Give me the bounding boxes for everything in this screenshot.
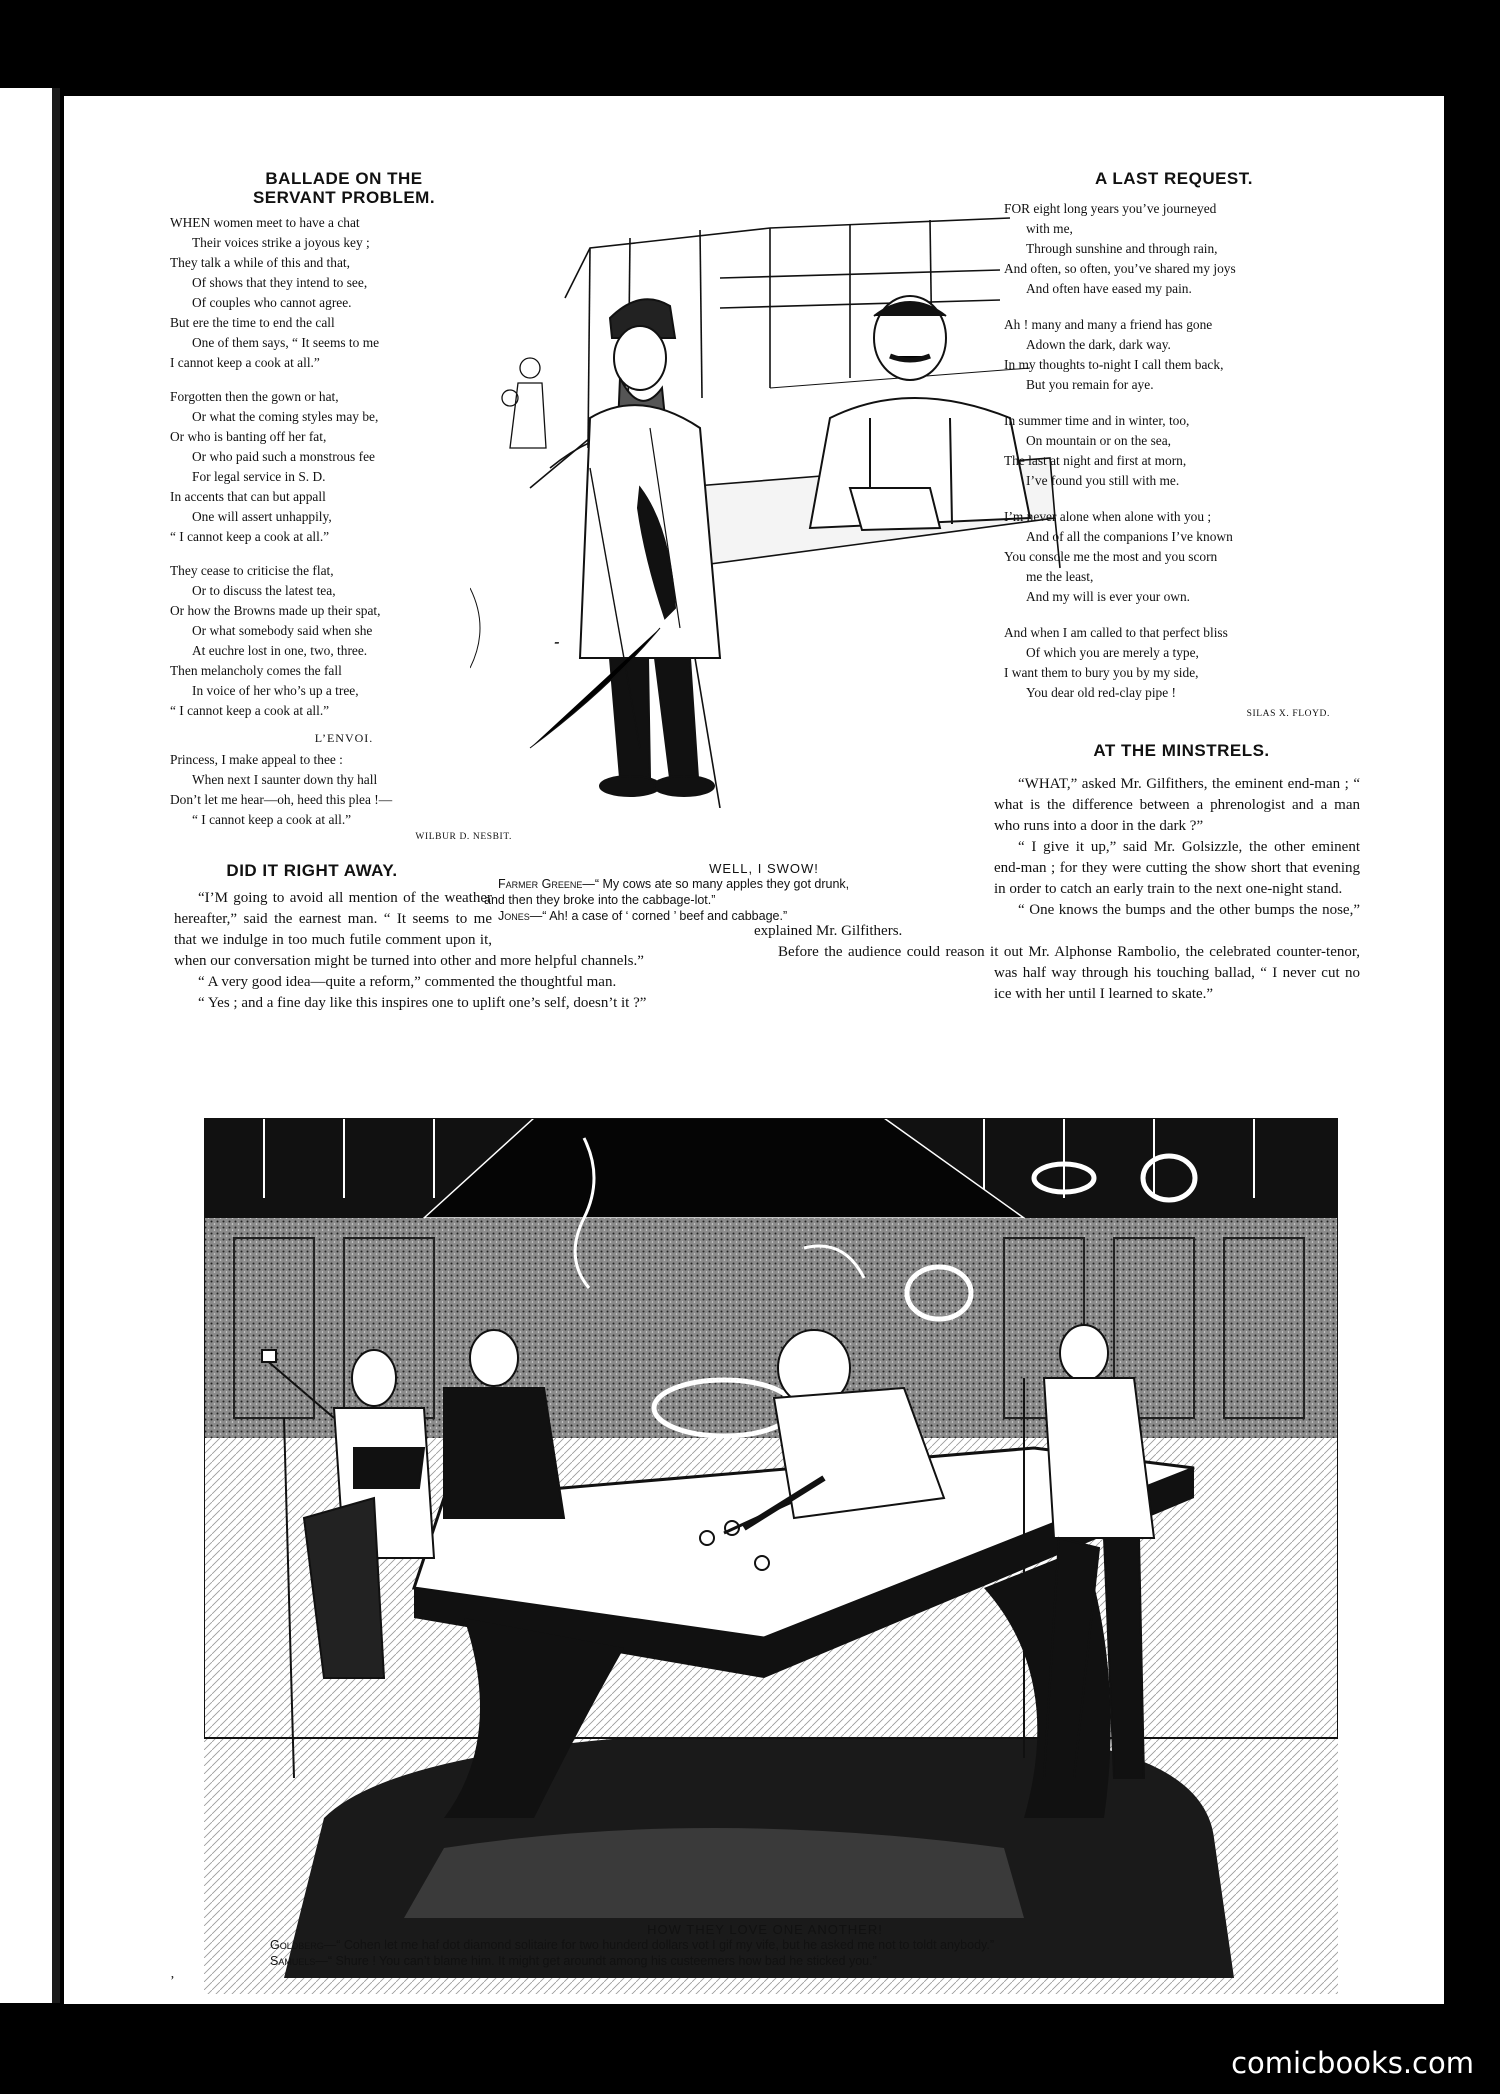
- minstrels-paragraph: “ One knows the bumps and the other bumps the nose,” explained Mr. Gilfithers.: [754, 902, 1360, 939]
- farmer-illustration: [470, 188, 1070, 808]
- ballade-stanza: [170, 387, 518, 547]
- poem-line: And when I am called to that perfect bliss: [1004, 624, 1228, 640]
- poem-line: me the least,: [1026, 568, 1094, 584]
- poem-line: Then melancholy comes the fall: [170, 663, 342, 679]
- caption-line: [270, 1937, 1310, 1953]
- poem-line: The last at night and first at morn,: [1004, 452, 1187, 468]
- ballade-stanza: [170, 213, 518, 373]
- ballade-title: BALLADE ON THE SERVANT PROBLEM.: [252, 169, 436, 207]
- billiards-caption: [270, 1922, 1310, 1969]
- poem-line: On mountain or on the sea,: [1026, 432, 1172, 448]
- farmer-drawing: [470, 188, 1070, 808]
- billiards-caption-lines: [270, 1937, 1310, 1969]
- did-it-right-paragraph: “ A very good idea—quite a reform,” commented the thoughtful man.: [198, 974, 617, 990]
- shopkeeper-figure: [810, 296, 1030, 530]
- farmer-caption-title: WELL, I SWOW!: [709, 861, 819, 876]
- poem-line: Don’t let me hear—oh, heed this plea !—: [170, 792, 393, 808]
- last-request-title: A LAST REQUEST.: [1095, 169, 1253, 188]
- poem-line: But ere the time to end the call: [170, 315, 335, 331]
- poem-line: You console me the most and you scorn: [1004, 548, 1218, 564]
- minstrels-paragraph: Before the audience could reason it out Mr. Alphonse Rambolio, the celebrated counter-tenor, was half way through his touching ballad, “ I never cut no ice with her until I learned to skate.”: [778, 944, 1360, 1002]
- poem-line: WHEN women meet to have a chat: [170, 215, 360, 231]
- farmer-figure: [530, 299, 720, 796]
- last-request-stanza: [1004, 507, 1344, 607]
- poem-line: You dear old red-clay pipe !: [1026, 684, 1176, 700]
- poem-line: One will assert unhappily,: [192, 509, 332, 525]
- poem-line: “ I cannot keep a cook at all.”: [170, 703, 330, 719]
- caption-text: —“ My cows ate so many apples they got drunk,: [582, 877, 850, 891]
- poem-line: And my will is ever your own.: [1026, 588, 1191, 604]
- poem-line: For legal service in S. D.: [192, 469, 326, 485]
- did-it-right-paragraph: “I’M going to avoid all mention of the weather hereafter,” said the earnest man. “ It seems to me that we indulge in too much futile comment upon it, when our conversation might be turned into other and more helpful channels.”: [174, 890, 644, 969]
- poem-line: They talk a while of this and that,: [170, 255, 350, 271]
- poem-line: In accents that can but appall: [170, 489, 326, 505]
- poem-line: “ I cannot keep a cook at all.”: [192, 812, 352, 828]
- artist-signature-farmer: ⁃: [552, 637, 559, 652]
- background-figures: [502, 358, 546, 448]
- poem-line: Of shows that they intend to see,: [192, 275, 368, 291]
- billiards-caption-title: HOW THEY LOVE ONE ANOTHER!: [647, 1922, 883, 1937]
- caption-speaker: Samuels: [270, 1954, 316, 1968]
- page-mark: ’: [170, 1974, 175, 1989]
- did-it-right-column: [174, 862, 760, 887]
- caption-text: and then they broke into the cabbage-lot.”: [484, 893, 716, 907]
- caption-line: [270, 1953, 1310, 1969]
- magazine-page: [64, 96, 1444, 2004]
- last-request-column: [1004, 170, 1344, 719]
- caption-speaker: Farmer Greene: [498, 877, 583, 891]
- ballade-column: [170, 170, 518, 842]
- billiards-illustration: [204, 1118, 1338, 1994]
- poem-line: Adown the dark, dark way.: [1026, 336, 1171, 352]
- poem-line: “ I cannot keep a cook at all.”: [170, 529, 330, 545]
- poem-line: Of couples who cannot agree.: [192, 295, 352, 311]
- poem-line: Or to discuss the latest tea,: [192, 583, 336, 599]
- poem-line: In my thoughts to-night I call them back,: [1004, 356, 1224, 372]
- poem-line: In voice of her who’s up a tree,: [192, 683, 359, 699]
- last-request-poem: [1004, 199, 1344, 703]
- poem-line: But you remain for aye.: [1026, 376, 1154, 392]
- last-request-stanza: [1004, 315, 1344, 395]
- poem-line: One of them says, “ It seems to me: [192, 335, 380, 351]
- poem-line: In summer time and in winter, too,: [1004, 412, 1190, 428]
- poem-line: Or who is banting off her fat,: [170, 429, 327, 445]
- poem-line: Ah ! many and many a friend has gone: [1004, 316, 1213, 332]
- poem-line: I cannot keep a cook at all.”: [170, 355, 320, 371]
- envoi-title: L’ENVOI.: [314, 731, 374, 746]
- watermark: comicbooks.com: [1231, 2046, 1474, 2080]
- minstrels-text: [754, 774, 1360, 1002]
- poem-line: I’ve found you still with me.: [1026, 472, 1180, 488]
- envoi-poem: [170, 750, 518, 830]
- minstrels-column: [1004, 742, 1359, 769]
- poem-line: Or what somebody said when she: [192, 623, 373, 639]
- last-request-signature: SILAS X. FLOYD.: [1246, 708, 1330, 719]
- poem-line: At euchre lost in one, two, three.: [192, 643, 368, 659]
- book-spine-shadow: [52, 88, 60, 2003]
- caption-text: —“ Cohen let me haf dot diamond solitaire for two hunderd dollars vot I gif my vife, but he asked me not to toldt anybody.”: [323, 1938, 994, 1952]
- poem-line: Forgotten then the gown or hat,: [170, 389, 339, 405]
- did-it-right-paragraph: “ Yes ; and a fine day like this inspires one to uplift one’s self, doesn’t it ?”: [198, 995, 647, 1011]
- minstrels-paragraph: “WHAT,” asked Mr. Gilfithers, the eminent end-man ; “ what is the difference between a phrenologist and a man who runs into a door in the dark ?”: [994, 776, 1360, 834]
- poem-line: And of all the companions I’ve known: [1026, 528, 1233, 544]
- poem-line: When next I saunter down thy hall: [192, 772, 378, 788]
- caption-speaker: Goldberg: [270, 1938, 324, 1952]
- poem-line: Or what the coming styles may be,: [192, 409, 379, 425]
- poem-line: I’m never alone when alone with you ;: [1004, 508, 1212, 524]
- minstrels-paragraph: “ I give it up,” said Mr. Golsizzle, the other eminent end-man ; for they were cutting the show short that evening in order to catch an early train to the next one-night stand.: [994, 839, 1360, 897]
- poem-line: Of which you are merely a type,: [1026, 644, 1199, 660]
- billiards-drawing: [204, 1118, 1338, 1994]
- poem-line: And often, so often, you’ve shared my joys: [1004, 260, 1236, 276]
- book-gutter: [0, 88, 52, 2003]
- did-it-right-text: [174, 888, 760, 1014]
- poem-line: And often have eased my pain.: [1026, 280, 1192, 296]
- poem-line: They cease to criticise the flat,: [170, 563, 334, 579]
- caption-text: —“ Shure ! You can’t blame him. It might get aroundt among his custeemers how bad he sticked you.”: [315, 1954, 877, 1968]
- poem-line: Their voices strike a joyous key ;: [192, 235, 370, 251]
- poem-line: Or how the Browns made up their spat,: [170, 603, 381, 619]
- caption-speaker: Jones: [498, 909, 530, 923]
- ballade-poem: [170, 213, 518, 721]
- ballade-signature: WILBUR D. NESBIT.: [415, 832, 512, 843]
- ballade-stanza: [170, 561, 518, 721]
- did-it-right-title: DID IT RIGHT AWAY.: [226, 861, 398, 880]
- poem-line: Or who paid such a monstrous fee: [192, 449, 375, 465]
- poem-line: Through sunshine and through rain,: [1026, 240, 1218, 256]
- minstrels-title: AT THE MINSTRELS.: [1093, 741, 1270, 760]
- poem-line: Princess, I make appeal to thee :: [170, 752, 343, 768]
- poem-line: FOR eight long years you’ve journeyed: [1004, 200, 1217, 216]
- last-request-stanza: [1004, 623, 1344, 703]
- poem-line: I want them to bury you by my side,: [1004, 664, 1199, 680]
- caption-text: —“ Ah! a case of ‘ corned ’ beef and cabbage.”: [529, 909, 788, 923]
- last-request-stanza: [1004, 199, 1344, 299]
- last-request-stanza: [1004, 411, 1344, 491]
- poem-line: with me,: [1026, 220, 1073, 236]
